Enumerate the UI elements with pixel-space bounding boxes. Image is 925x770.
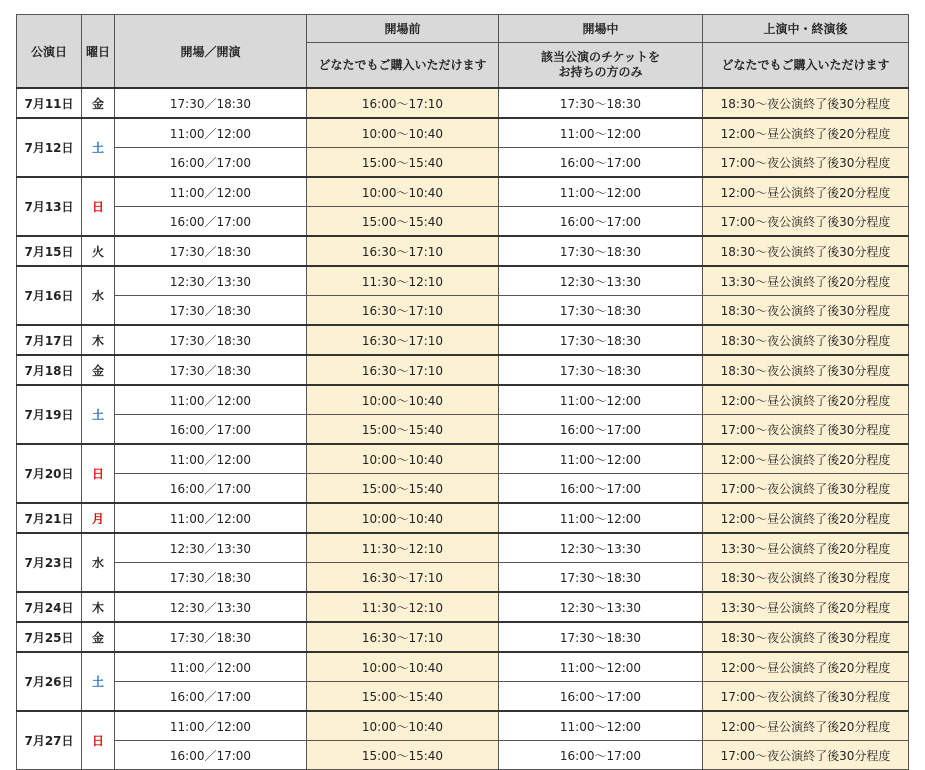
post-start-sales-cell: 18:30～夜公演終了後30分程度 [703, 296, 909, 326]
open-start-time-cell: 11:00／12:00 [115, 444, 307, 474]
date-cell: 7月27日 [17, 711, 82, 770]
table-row [17, 622, 909, 652]
post-start-sales-cell: 17:00～夜公演終了後30分程度 [703, 682, 909, 712]
pre-open-sales-cell: 10:00～10:40 [307, 503, 499, 533]
during-open-sales-cell: 16:00～17:00 [499, 415, 703, 445]
weekday-cell: 金 [82, 622, 115, 652]
pre-open-sales-cell: 10:00～10:40 [307, 177, 499, 207]
table-row [17, 266, 909, 296]
open-start-time-cell: 16:00／17:00 [115, 415, 307, 445]
date-cell: 7月17日 [17, 325, 82, 355]
header-dow: 曜日 [82, 15, 115, 89]
during-open-sales-cell: 11:00～12:00 [499, 177, 703, 207]
header-time: 開場／開演 [115, 15, 307, 89]
date-cell: 7月25日 [17, 622, 82, 652]
post-start-sales-cell: 18:30～夜公演終了後30分程度 [703, 563, 909, 593]
header-post-sub: どなたでもご購入いただけます [703, 43, 909, 89]
header-mid-sub-line1: 該当公演のチケットを [541, 50, 660, 64]
date-cell: 7月26日 [17, 652, 82, 711]
date-cell: 7月24日 [17, 592, 82, 622]
open-start-time-cell: 11:00／12:00 [115, 385, 307, 415]
post-start-sales-cell: 18:30～夜公演終了後30分程度 [703, 88, 909, 118]
pre-open-sales-cell: 16:30～17:10 [307, 563, 499, 593]
post-start-sales-cell: 12:00～昼公演終了後20分程度 [703, 385, 909, 415]
weekday-cell: 日 [82, 711, 115, 770]
open-start-time-cell: 17:30／18:30 [115, 88, 307, 118]
table-row [17, 236, 909, 266]
open-start-time-cell: 16:00／17:00 [115, 682, 307, 712]
during-open-sales-cell: 11:00～12:00 [499, 444, 703, 474]
pre-open-sales-cell: 15:00～15:40 [307, 741, 499, 770]
table-row [17, 177, 909, 207]
post-start-sales-cell: 17:00～夜公演終了後30分程度 [703, 741, 909, 770]
table-row [17, 533, 909, 563]
during-open-sales-cell: 16:00～17:00 [499, 207, 703, 237]
open-start-time-cell: 12:30／13:30 [115, 266, 307, 296]
open-start-time-cell: 11:00／12:00 [115, 503, 307, 533]
table-row [17, 88, 909, 118]
post-start-sales-cell: 18:30～夜公演終了後30分程度 [703, 236, 909, 266]
date-cell: 7月13日 [17, 177, 82, 236]
open-start-time-cell: 17:30／18:30 [115, 236, 307, 266]
date-cell: 7月16日 [17, 266, 82, 325]
weekday-cell: 火 [82, 236, 115, 266]
table-body [17, 88, 909, 770]
date-cell: 7月23日 [17, 533, 82, 592]
pre-open-sales-cell: 15:00～15:40 [307, 682, 499, 712]
weekday-cell: 土 [82, 652, 115, 711]
post-start-sales-cell: 13:30～昼公演終了後20分程度 [703, 592, 909, 622]
open-start-time-cell: 16:00／17:00 [115, 148, 307, 178]
pre-open-sales-cell: 11:30～12:10 [307, 533, 499, 563]
header-mid-group: 開場中 [499, 15, 703, 43]
during-open-sales-cell: 16:00～17:00 [499, 148, 703, 178]
open-start-time-cell: 17:30／18:30 [115, 296, 307, 326]
open-start-time-cell: 16:00／17:00 [115, 474, 307, 504]
header-mid-sub [499, 43, 703, 89]
pre-open-sales-cell: 16:30～17:10 [307, 296, 499, 326]
weekday-cell: 水 [82, 533, 115, 592]
during-open-sales-cell: 16:00～17:00 [499, 741, 703, 770]
date-cell: 7月20日 [17, 444, 82, 503]
open-start-time-cell: 17:30／18:30 [115, 622, 307, 652]
pre-open-sales-cell: 16:30～17:10 [307, 355, 499, 385]
table-header [17, 15, 909, 89]
pre-open-sales-cell: 10:00～10:40 [307, 385, 499, 415]
during-open-sales-cell: 11:00～12:00 [499, 385, 703, 415]
pre-open-sales-cell: 11:30～12:10 [307, 592, 499, 622]
pre-open-sales-cell: 10:00～10:40 [307, 118, 499, 148]
table-row [17, 444, 909, 474]
pre-open-sales-cell: 16:30～17:10 [307, 622, 499, 652]
pre-open-sales-cell: 15:00～15:40 [307, 415, 499, 445]
open-start-time-cell: 11:00／12:00 [115, 118, 307, 148]
table-row [17, 355, 909, 385]
table-row [17, 741, 909, 770]
open-start-time-cell: 11:00／12:00 [115, 652, 307, 682]
during-open-sales-cell: 17:30～18:30 [499, 622, 703, 652]
open-start-time-cell: 17:30／18:30 [115, 355, 307, 385]
pre-open-sales-cell: 16:30～17:10 [307, 236, 499, 266]
schedule-table-container [16, 14, 909, 770]
during-open-sales-cell: 17:30～18:30 [499, 88, 703, 118]
pre-open-sales-cell: 10:00～10:40 [307, 711, 499, 741]
pre-open-sales-cell: 16:00～17:10 [307, 88, 499, 118]
post-start-sales-cell: 17:00～夜公演終了後30分程度 [703, 207, 909, 237]
post-start-sales-cell: 17:00～夜公演終了後30分程度 [703, 474, 909, 504]
header-pre-group: 開場前 [307, 15, 499, 43]
table-row [17, 711, 909, 741]
post-start-sales-cell: 12:00～昼公演終了後20分程度 [703, 652, 909, 682]
table-row [17, 325, 909, 355]
date-cell: 7月12日 [17, 118, 82, 177]
open-start-time-cell: 16:00／17:00 [115, 207, 307, 237]
sales-schedule-table [16, 14, 909, 770]
date-cell: 7月11日 [17, 88, 82, 118]
weekday-cell: 金 [82, 88, 115, 118]
post-start-sales-cell: 12:00～昼公演終了後20分程度 [703, 711, 909, 741]
pre-open-sales-cell: 15:00～15:40 [307, 207, 499, 237]
weekday-cell: 水 [82, 266, 115, 325]
pre-open-sales-cell: 10:00～10:40 [307, 652, 499, 682]
header-mid-sub-line2: お持ちの方のみ [558, 65, 643, 79]
pre-open-sales-cell: 15:00～15:40 [307, 148, 499, 178]
weekday-cell: 土 [82, 385, 115, 444]
table-row [17, 592, 909, 622]
weekday-cell: 月 [82, 503, 115, 533]
during-open-sales-cell: 16:00～17:00 [499, 474, 703, 504]
during-open-sales-cell: 11:00～12:00 [499, 118, 703, 148]
during-open-sales-cell: 17:30～18:30 [499, 236, 703, 266]
post-start-sales-cell: 12:00～昼公演終了後20分程度 [703, 444, 909, 474]
weekday-cell: 日 [82, 177, 115, 236]
during-open-sales-cell: 16:00～17:00 [499, 682, 703, 712]
table-row [17, 682, 909, 712]
open-start-time-cell: 16:00／17:00 [115, 741, 307, 770]
post-start-sales-cell: 18:30～夜公演終了後30分程度 [703, 325, 909, 355]
pre-open-sales-cell: 15:00～15:40 [307, 474, 499, 504]
table-row [17, 563, 909, 593]
post-start-sales-cell: 13:30～昼公演終了後20分程度 [703, 266, 909, 296]
during-open-sales-cell: 12:30～13:30 [499, 592, 703, 622]
during-open-sales-cell: 12:30～13:30 [499, 533, 703, 563]
date-cell: 7月19日 [17, 385, 82, 444]
table-row [17, 503, 909, 533]
weekday-cell: 日 [82, 444, 115, 503]
post-start-sales-cell: 12:00～昼公演終了後20分程度 [703, 503, 909, 533]
post-start-sales-cell: 18:30～夜公演終了後30分程度 [703, 622, 909, 652]
open-start-time-cell: 11:00／12:00 [115, 177, 307, 207]
during-open-sales-cell: 17:30～18:30 [499, 563, 703, 593]
pre-open-sales-cell: 10:00～10:40 [307, 444, 499, 474]
table-row [17, 118, 909, 148]
post-start-sales-cell: 12:00～昼公演終了後20分程度 [703, 177, 909, 207]
table-row [17, 296, 909, 326]
open-start-time-cell: 17:30／18:30 [115, 563, 307, 593]
weekday-cell: 木 [82, 592, 115, 622]
pre-open-sales-cell: 11:30～12:10 [307, 266, 499, 296]
weekday-cell: 金 [82, 355, 115, 385]
post-start-sales-cell: 17:00～夜公演終了後30分程度 [703, 415, 909, 445]
header-post-group: 上演中・終演後 [703, 15, 909, 43]
table-row [17, 207, 909, 237]
post-start-sales-cell: 12:00～昼公演終了後20分程度 [703, 118, 909, 148]
during-open-sales-cell: 17:30～18:30 [499, 296, 703, 326]
during-open-sales-cell: 17:30～18:30 [499, 355, 703, 385]
during-open-sales-cell: 11:00～12:00 [499, 503, 703, 533]
weekday-cell: 土 [82, 118, 115, 177]
table-row [17, 474, 909, 504]
date-cell: 7月18日 [17, 355, 82, 385]
header-date: 公演日 [17, 15, 82, 89]
table-row [17, 385, 909, 415]
table-row [17, 652, 909, 682]
date-cell: 7月15日 [17, 236, 82, 266]
open-start-time-cell: 17:30／18:30 [115, 325, 307, 355]
post-start-sales-cell: 13:30～昼公演終了後20分程度 [703, 533, 909, 563]
during-open-sales-cell: 12:30～13:30 [499, 266, 703, 296]
pre-open-sales-cell: 16:30～17:10 [307, 325, 499, 355]
open-start-time-cell: 12:30／13:30 [115, 533, 307, 563]
weekday-cell: 木 [82, 325, 115, 355]
date-cell: 7月21日 [17, 503, 82, 533]
post-start-sales-cell: 18:30～夜公演終了後30分程度 [703, 355, 909, 385]
open-start-time-cell: 12:30／13:30 [115, 592, 307, 622]
post-start-sales-cell: 17:00～夜公演終了後30分程度 [703, 148, 909, 178]
during-open-sales-cell: 11:00～12:00 [499, 711, 703, 741]
during-open-sales-cell: 17:30～18:30 [499, 325, 703, 355]
open-start-time-cell: 11:00／12:00 [115, 711, 307, 741]
table-row [17, 148, 909, 178]
during-open-sales-cell: 11:00～12:00 [499, 652, 703, 682]
table-row [17, 415, 909, 445]
header-pre-sub: どなたでもご購入いただけます [307, 43, 499, 89]
